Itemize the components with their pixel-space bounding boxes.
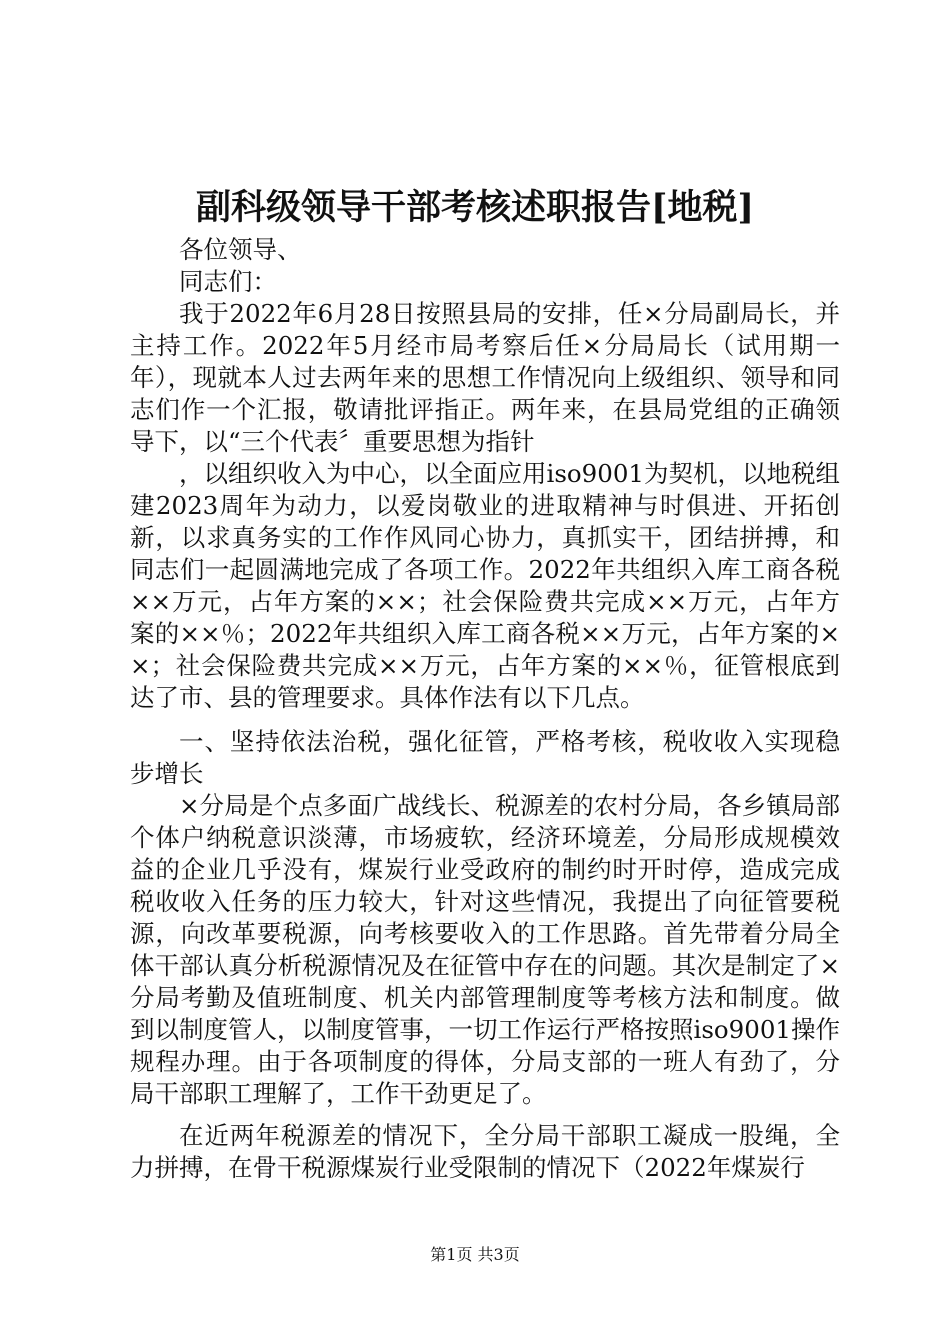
section-heading-1: 一、坚持依法治税，强化征管，严格考核，税收收入实现稳步增长 xyxy=(130,727,840,788)
salutation-leaders: 各位领导、 xyxy=(179,235,302,264)
paragraph-continued: 在近两年税源差的情况下，全分局干部职工凝成一股绳，全力拼搏，在骨干税源煤炭行业受限制的情况下（2022年煤炭行 xyxy=(130,1121,840,1182)
page-footer: 第1页 共3页 xyxy=(430,1245,520,1264)
salutation-comrades: 同志们： xyxy=(179,267,277,296)
document-title: 副科级领导干部考核述职报告[地税] xyxy=(195,187,755,228)
paragraph-intro: 我于2022年6月28日按照县局的安排，任×分局副局长，并主持工作。2022年5月经市局考察后任×分局局长（试用期一年），现就本人过去两年来的思想工作情况向上级组织、领导和同志们作一个汇报，敬请批评指正。两年来，在县局党组的正确领导下，以“三个代表〞重要思想为指针 xyxy=(130,299,840,456)
paragraph-section-1: ×分局是个点多面广战线长、税源差的农村分局，各乡镇局部个体户纳税意识淡薄，市场疲软，经济环境差，分局形成规模效益的企业几乎没有，煤炭行业受政府的制约时开时停，造成完成税收收入任务的压力较大，针对这些情况，我提出了向征管要税源，向改革要税源，向考核要收入的工作思路。首先带着分局全体干部认真分析税源情况及在征管中存在的问题。其次是制定了×分局考勤及值班制度、机关内部管理制度等考核方法和制度。做到以制度管人，以制度管事，一切工作运行严格按照iso9001操作规程办理。由于各项制度的得体，分局支部的一班人有劲了，分局干部职工理解了，工作干劲更足了。 xyxy=(130,791,841,1108)
paragraph-achievements: ，以组织收入为中心，以全面应用iso9001为契机，以地税组建2023周年为动力，以爱岗敬业的进取精神与时俱进、开拓创新，以求真务实的工作作风同心协力，真抓实干，团结拼搏，和同志们一起圆满地完成了各项工作。2022年共组织入库工商各税××万元，占年方案的××；社会保险费共完成××万元，占年方案的××％；2022年共组织入库工商各税××万元，占年方案的××；社会保险费共完成××万元，占年方案的××％，征管根底到达了市、县的管理要求。具体作法有以下几点。 xyxy=(130,459,841,712)
